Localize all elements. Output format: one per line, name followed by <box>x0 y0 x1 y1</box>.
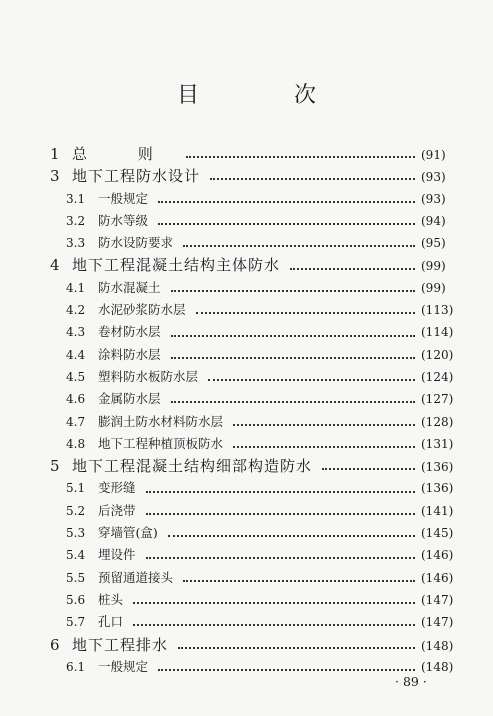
toc-section-row[interactable] <box>0 210 493 232</box>
toc-entry-title: 防水设防要求 <box>98 235 174 251</box>
toc-entry-page: (136) <box>421 460 454 475</box>
toc-entry-title: 地下工程种植顶板防水 <box>98 435 224 451</box>
toc-entry-page: (91) <box>421 148 446 162</box>
toc-entry-number: 5.2 <box>66 503 86 518</box>
toc-entry-page: (147) <box>421 592 454 607</box>
toc-entry-title: 地下工程排水 <box>72 635 169 654</box>
toc-entry-page: (145) <box>421 526 454 541</box>
toc-entry-title: 埋设件 <box>98 547 136 563</box>
toc-section-row[interactable] <box>0 500 493 522</box>
toc-entry-page: (131) <box>421 436 454 451</box>
toc-entry-number: 5.6 <box>66 592 86 607</box>
toc-entry-title: 穿墙管(盒) <box>98 525 158 541</box>
dot-leader <box>183 570 415 582</box>
toc-entry-page: (148) <box>421 638 454 653</box>
toc-entry-title: 预留通道接头 <box>98 569 174 585</box>
dot-leader <box>158 213 415 225</box>
dot-leader <box>146 481 415 493</box>
dot-leader <box>178 637 415 649</box>
dot-leader <box>233 436 415 448</box>
toc-section-row[interactable] <box>0 477 493 499</box>
toc-entry-title: 地下工程混凝土结构主体防水 <box>72 256 281 275</box>
toc-entry-title: 总 则 <box>72 145 176 163</box>
toc-section-row[interactable] <box>0 232 493 254</box>
toc-section-row[interactable] <box>0 589 493 611</box>
toc-entry-title: 一般规定 <box>98 658 149 674</box>
dot-leader <box>171 391 415 403</box>
toc-section-row[interactable] <box>0 344 493 366</box>
toc-chapter-row[interactable] <box>0 143 493 165</box>
toc-section-row[interactable] <box>0 567 493 589</box>
toc-entry-title: 卷材防水层 <box>98 324 161 340</box>
toc-section-row[interactable] <box>0 277 493 299</box>
toc-entry-number: 5 <box>50 457 60 476</box>
toc-entry-number: 3.1 <box>66 191 86 206</box>
dot-leader <box>168 525 415 537</box>
toc-entry-page: (93) <box>421 191 446 206</box>
dot-leader <box>158 191 415 203</box>
dot-leader <box>233 414 415 426</box>
dot-leader <box>290 258 415 270</box>
toc-entry-number: 6 <box>50 635 60 654</box>
toc-entry-page: (99) <box>421 259 446 274</box>
toc-section-row[interactable] <box>0 411 493 433</box>
toc-entry-page: (120) <box>421 347 454 362</box>
toc-entry-title: 变形缝 <box>98 480 136 496</box>
toc-entry-page: (147) <box>421 615 454 630</box>
dot-leader <box>146 503 415 515</box>
toc-entry-title: 地下工程混凝土结构细部构造防水 <box>72 457 313 476</box>
table-of-contents <box>0 143 493 678</box>
toc-entry-number: 5.4 <box>66 548 86 563</box>
page-title: 目 次 <box>177 83 360 108</box>
toc-entry-number: 3.3 <box>66 236 86 251</box>
toc-entry-page: (99) <box>421 280 446 295</box>
toc-entry-title: 膨润土防水材料防水层 <box>98 413 224 429</box>
toc-entry-number: 4.6 <box>66 392 86 407</box>
page-number: · 89 · <box>395 674 427 689</box>
toc-section-row[interactable] <box>0 188 493 210</box>
toc-section-row[interactable] <box>0 388 493 410</box>
toc-entry-number: 5.3 <box>66 526 86 541</box>
toc-entry-title: 金属防水层 <box>98 391 161 407</box>
toc-entry-number: 3.2 <box>66 213 86 228</box>
toc-entry-number: 5.7 <box>66 615 86 630</box>
toc-entry-page: (136) <box>421 481 454 496</box>
toc-entry-page: (95) <box>421 236 446 251</box>
toc-entry-page: (93) <box>421 170 446 185</box>
toc-chapter-row[interactable] <box>0 455 493 477</box>
toc-section-row[interactable] <box>0 321 493 343</box>
toc-chapter-row[interactable] <box>0 254 493 276</box>
toc-entry-page: (146) <box>421 570 454 585</box>
dot-leader <box>171 347 415 359</box>
toc-entry-title: 地下工程防水设计 <box>72 167 201 186</box>
dot-leader <box>171 325 415 337</box>
dot-leader <box>186 146 415 158</box>
toc-entry-page: (124) <box>421 369 454 384</box>
toc-entry-page: (127) <box>421 392 454 407</box>
toc-section-row[interactable] <box>0 299 493 321</box>
dot-leader <box>183 235 415 247</box>
toc-entry-title: 涂料防水层 <box>98 346 161 362</box>
toc-entry-page: (128) <box>421 414 454 429</box>
dot-leader <box>196 302 415 314</box>
toc-entry-number: 5.5 <box>66 570 86 585</box>
toc-section-row[interactable] <box>0 522 493 544</box>
toc-entry-page: (146) <box>421 548 454 563</box>
toc-section-row[interactable] <box>0 433 493 455</box>
toc-entry-title: 孔口 <box>98 614 124 630</box>
dot-leader <box>210 168 415 180</box>
toc-section-row[interactable] <box>0 366 493 388</box>
dot-leader <box>133 592 415 604</box>
toc-entry-number: 4 <box>50 256 60 275</box>
dot-leader <box>208 369 415 381</box>
toc-chapter-row[interactable] <box>0 165 493 187</box>
toc-entry-number: 4.8 <box>66 436 86 451</box>
toc-entry-page: (114) <box>421 325 454 340</box>
dot-leader <box>322 458 415 470</box>
toc-entry-page: (148) <box>421 659 454 674</box>
toc-entry-number: 4.2 <box>66 303 86 318</box>
toc-entry-number: 4.7 <box>66 414 86 429</box>
toc-chapter-row[interactable] <box>0 634 493 656</box>
dot-leader <box>146 547 415 559</box>
toc-section-row[interactable] <box>0 611 493 633</box>
dot-leader <box>171 280 415 292</box>
toc-entry-number: 4.4 <box>66 347 86 362</box>
toc-entry-title: 水泥砂浆防水层 <box>98 302 186 318</box>
toc-entry-title: 塑料防水板防水层 <box>98 368 199 384</box>
dot-leader <box>133 614 415 626</box>
toc-entry-page: (141) <box>421 503 454 518</box>
toc-entry-title: 防水混凝土 <box>98 279 161 295</box>
dot-leader <box>158 659 415 671</box>
toc-section-row[interactable] <box>0 544 493 566</box>
toc-entry-title: 后浇带 <box>98 502 136 518</box>
toc-entry-number: 6.1 <box>66 659 86 674</box>
toc-entry-title: 一般规定 <box>98 190 149 206</box>
toc-entry-page: (113) <box>421 303 454 318</box>
toc-entry-page: (94) <box>421 213 446 228</box>
toc-entry-title: 桩头 <box>98 591 124 607</box>
toc-entry-number: 1 <box>50 145 60 163</box>
toc-entry-number: 3 <box>50 167 60 186</box>
toc-entry-number: 5.1 <box>66 481 86 496</box>
toc-entry-number: 4.1 <box>66 280 86 295</box>
toc-entry-number: 4.5 <box>66 369 86 384</box>
toc-entry-number: 4.3 <box>66 325 86 340</box>
toc-entry-title: 防水等级 <box>98 212 149 228</box>
